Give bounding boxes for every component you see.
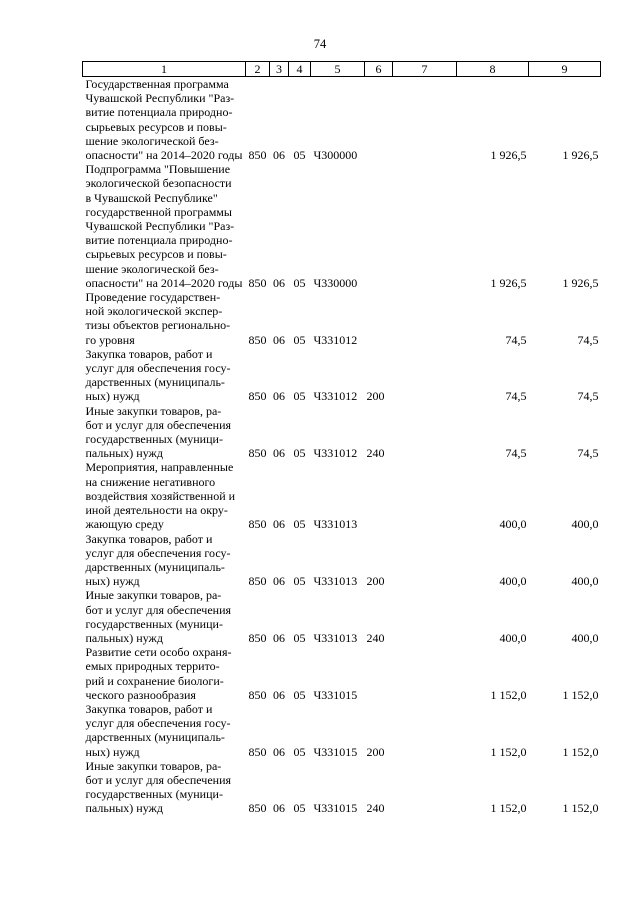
target-article-code: Ч331012: [313, 446, 358, 461]
amount-column-8: 1 152,0: [490, 744, 527, 759]
row-name: [83, 588, 246, 645]
table-row: [83, 77, 601, 163]
expense-type-code: 200: [366, 389, 385, 404]
row-name-line: шение экологической без-: [85, 133, 219, 148]
subsection-code: 05: [293, 148, 306, 163]
row-name-line: Закупка товаров, работ и: [85, 701, 213, 716]
section-code: 06: [273, 446, 285, 461]
amount-column-9: 74,5: [577, 332, 599, 347]
row-name: [83, 290, 246, 347]
row-name: [83, 77, 246, 163]
row-name-line: емых природных террито-: [85, 659, 220, 674]
section-code: 06: [273, 630, 285, 645]
row-name: [83, 404, 246, 461]
row-name-line: сырьевых ресурсов и повы-: [85, 119, 227, 134]
row-name-line: опасности" на 2014–2020 годы: [85, 148, 243, 163]
target-article-code: Ч331015: [313, 744, 358, 759]
amount-column-9: 1 926,5: [562, 148, 599, 163]
amount-column-9: 74,5: [577, 446, 599, 461]
column-7-value: [393, 702, 457, 759]
subsection-code: 05: [293, 687, 306, 702]
row-name-line: бот и услуг для обеспечения: [85, 417, 232, 432]
table-body: [83, 77, 601, 816]
row-name-line: Чувашской Республики "Раз-: [85, 91, 235, 106]
column-header-8: 8: [457, 62, 529, 77]
column-7-value: [393, 645, 457, 702]
row-name-line: опасности" на 2014–2020 годы: [85, 275, 243, 290]
row-name-line: услуг для обеспечения госу-: [85, 716, 231, 731]
row-name-line: тизы объектов регионально-: [85, 318, 231, 333]
amount-column-9: 400,0: [571, 630, 599, 645]
ministry-code: 850: [248, 332, 267, 347]
row-name-line: услуг для обеспечения госу-: [85, 545, 231, 560]
column-header-3: 3: [270, 62, 289, 77]
subsection-code: 05: [293, 275, 306, 290]
amount-column-8: 400,0: [499, 517, 527, 532]
row-name-line: воздействия хозяйственной и: [85, 488, 236, 503]
table-header: [83, 62, 601, 77]
row-name-line: дарственных (муниципаль-: [85, 559, 225, 574]
subsection-code: 05: [293, 389, 306, 404]
subsection-code: 05: [293, 517, 306, 532]
amount-column-8: 74,5: [505, 389, 527, 404]
row-name-line: ной экологической экспер-: [85, 304, 223, 319]
target-article-code: Ч331013: [313, 574, 358, 589]
expense-type-code: [365, 460, 393, 531]
row-name-line: государственных (муници-: [85, 787, 223, 802]
ministry-code: 850: [248, 389, 267, 404]
row-name-line: государственных (муници-: [85, 432, 223, 447]
section-code: 06: [273, 389, 285, 404]
column-7-value: [393, 588, 457, 645]
column-header-1: 1: [83, 62, 246, 77]
table-row: [83, 759, 601, 816]
column-7-value: [393, 77, 457, 163]
expense-type-code: 240: [366, 801, 385, 816]
table-row: [83, 404, 601, 461]
ministry-code: 850: [248, 275, 267, 290]
table-row: [83, 347, 601, 404]
row-name-line: на снижение негативного: [85, 474, 216, 489]
amount-column-9: 1 152,0: [562, 687, 599, 702]
column-header-7: 7: [393, 62, 457, 77]
subsection-code: 05: [293, 574, 306, 589]
budget-table: [82, 61, 601, 816]
row-name-line: пальных) нужд: [85, 630, 163, 645]
row-name-line: иной деятельности на окру-: [85, 503, 228, 518]
ministry-code: 850: [248, 801, 267, 816]
section-code: 06: [273, 517, 285, 532]
section-code: 06: [273, 275, 285, 290]
amount-column-8: 74,5: [505, 446, 527, 461]
amount-column-8: 400,0: [499, 630, 527, 645]
column-7-value: [393, 532, 457, 589]
row-name: [83, 347, 246, 404]
expense-type-code: 200: [366, 574, 385, 589]
row-name-line: витие потенциала природно-: [85, 105, 233, 120]
row-name: [83, 532, 246, 589]
header-row: [83, 62, 601, 77]
row-name-line: ных) нужд: [85, 744, 140, 759]
column-header-2: 2: [246, 62, 270, 77]
target-article-code: Ч331015: [313, 687, 358, 702]
expense-type-code: 200: [366, 744, 385, 759]
ministry-code: 850: [248, 517, 267, 532]
amount-column-9: 1 152,0: [562, 744, 599, 759]
row-name-line: Иные закупки товаров, ра-: [85, 588, 222, 603]
row-name-line: Закупка товаров, работ и: [85, 346, 213, 361]
amount-column-8: 1 152,0: [490, 687, 527, 702]
ministry-code: 850: [248, 744, 267, 759]
row-name-line: дарственных (муниципаль-: [85, 730, 225, 745]
table-row: [83, 532, 601, 589]
row-name-line: бот и услуг для обеспечения: [85, 772, 232, 787]
row-name-line: Мероприятия, направленные: [85, 460, 234, 475]
row-name-line: рий и сохранение биологи-: [85, 673, 224, 688]
row-name: [83, 645, 246, 702]
amount-column-8: 74,5: [505, 332, 527, 347]
ministry-code: 850: [248, 574, 267, 589]
expense-type-code: 240: [366, 446, 385, 461]
target-article-code: Ч331013: [313, 630, 358, 645]
amount-column-9: 400,0: [571, 517, 599, 532]
row-name-line: Иные закупки товаров, ра-: [85, 758, 222, 773]
column-7-value: [393, 162, 457, 290]
table-row: [83, 162, 601, 290]
row-name-line: бот и услуг для обеспечения: [85, 602, 232, 617]
row-name-line: сырьевых ресурсов и повы-: [85, 247, 227, 262]
row-name-line: ческого разнообразия: [85, 687, 196, 702]
row-name-line: ных) нужд: [85, 389, 140, 404]
row-name-line: Иные закупки товаров, ра-: [85, 403, 222, 418]
row-name-line: пальных) нужд: [85, 446, 163, 461]
row-name: [83, 162, 246, 290]
target-article-code: Ч300000: [313, 148, 358, 163]
row-name-line: го уровня: [85, 332, 135, 347]
amount-column-9: 1 926,5: [562, 275, 599, 290]
expense-type-code: [365, 162, 393, 290]
amount-column-9: 400,0: [571, 574, 599, 589]
page-number: 74: [313, 37, 327, 51]
amount-column-8: 1 152,0: [490, 801, 527, 816]
section-code: 06: [273, 687, 285, 702]
row-name-line: экологической безопасности: [85, 176, 232, 191]
row-name-line: ных) нужд: [85, 574, 140, 589]
expense-type-code: [365, 645, 393, 702]
ministry-code: 850: [248, 148, 267, 163]
section-code: 06: [273, 574, 285, 589]
row-name-line: государственных (муници-: [85, 616, 223, 631]
target-article-code: Ч331015: [313, 801, 358, 816]
amount-column-8: 1 926,5: [490, 148, 527, 163]
row-name-line: Государственная программа: [85, 77, 229, 91]
row-name-line: государственной программы: [85, 204, 232, 219]
ministry-code: 850: [248, 687, 267, 702]
row-name-line: Проведение государствен-: [85, 290, 221, 305]
expense-type-code: 240: [366, 630, 385, 645]
column-header-6: 6: [365, 62, 393, 77]
table-row: [83, 702, 601, 759]
expense-type-code: [365, 77, 393, 163]
target-article-code: Ч331012: [313, 332, 358, 347]
target-article-code: Ч331013: [313, 517, 358, 532]
row-name: [83, 460, 246, 531]
section-code: 06: [273, 148, 285, 163]
column-header-4: 4: [289, 62, 311, 77]
row-name-line: в Чувашской Республике": [85, 190, 218, 205]
ministry-code: 850: [248, 630, 267, 645]
section-code: 06: [273, 332, 285, 347]
row-name: [83, 759, 246, 816]
section-code: 06: [273, 801, 285, 816]
amount-column-9: 1 152,0: [562, 801, 599, 816]
row-name-line: Чувашской Республики "Раз-: [85, 219, 235, 234]
table-row: [83, 460, 601, 531]
column-7-value: [393, 460, 457, 531]
target-article-code: Ч331012: [313, 389, 358, 404]
row-name: [83, 702, 246, 759]
table-row: [83, 290, 601, 347]
column-header-9: 9: [529, 62, 601, 77]
row-name-line: Закупка товаров, работ и: [85, 531, 213, 546]
row-name-line: пальных) нужд: [85, 801, 163, 816]
amount-column-8: 1 926,5: [490, 275, 527, 290]
row-name-line: витие потенциала природно-: [85, 233, 233, 248]
column-7-value: [393, 759, 457, 816]
row-name-line: жающую среду: [85, 517, 164, 532]
subsection-code: 05: [293, 332, 306, 347]
column-7-value: [393, 347, 457, 404]
subsection-code: 05: [293, 630, 306, 645]
column-7-value: [393, 404, 457, 461]
row-name-line: Развитие сети особо охраня-: [85, 645, 232, 660]
subsection-code: 05: [293, 744, 306, 759]
table-row: [83, 588, 601, 645]
subsection-code: 05: [293, 446, 306, 461]
row-name-line: дарственных (муниципаль-: [85, 375, 225, 390]
target-article-code: Ч330000: [313, 275, 358, 290]
row-name-line: шение экологической без-: [85, 261, 219, 276]
row-name-line: Подпрограмма "Повышение: [85, 162, 231, 177]
subsection-code: 05: [293, 801, 306, 816]
column-7-value: [393, 290, 457, 347]
amount-column-9: 74,5: [577, 389, 599, 404]
section-code: 06: [273, 744, 285, 759]
row-name-line: услуг для обеспечения госу-: [85, 361, 231, 376]
amount-column-8: 400,0: [499, 574, 527, 589]
column-header-5: 5: [311, 62, 365, 77]
ministry-code: 850: [248, 446, 267, 461]
table-row: [83, 645, 601, 702]
expense-type-code: [365, 290, 393, 347]
